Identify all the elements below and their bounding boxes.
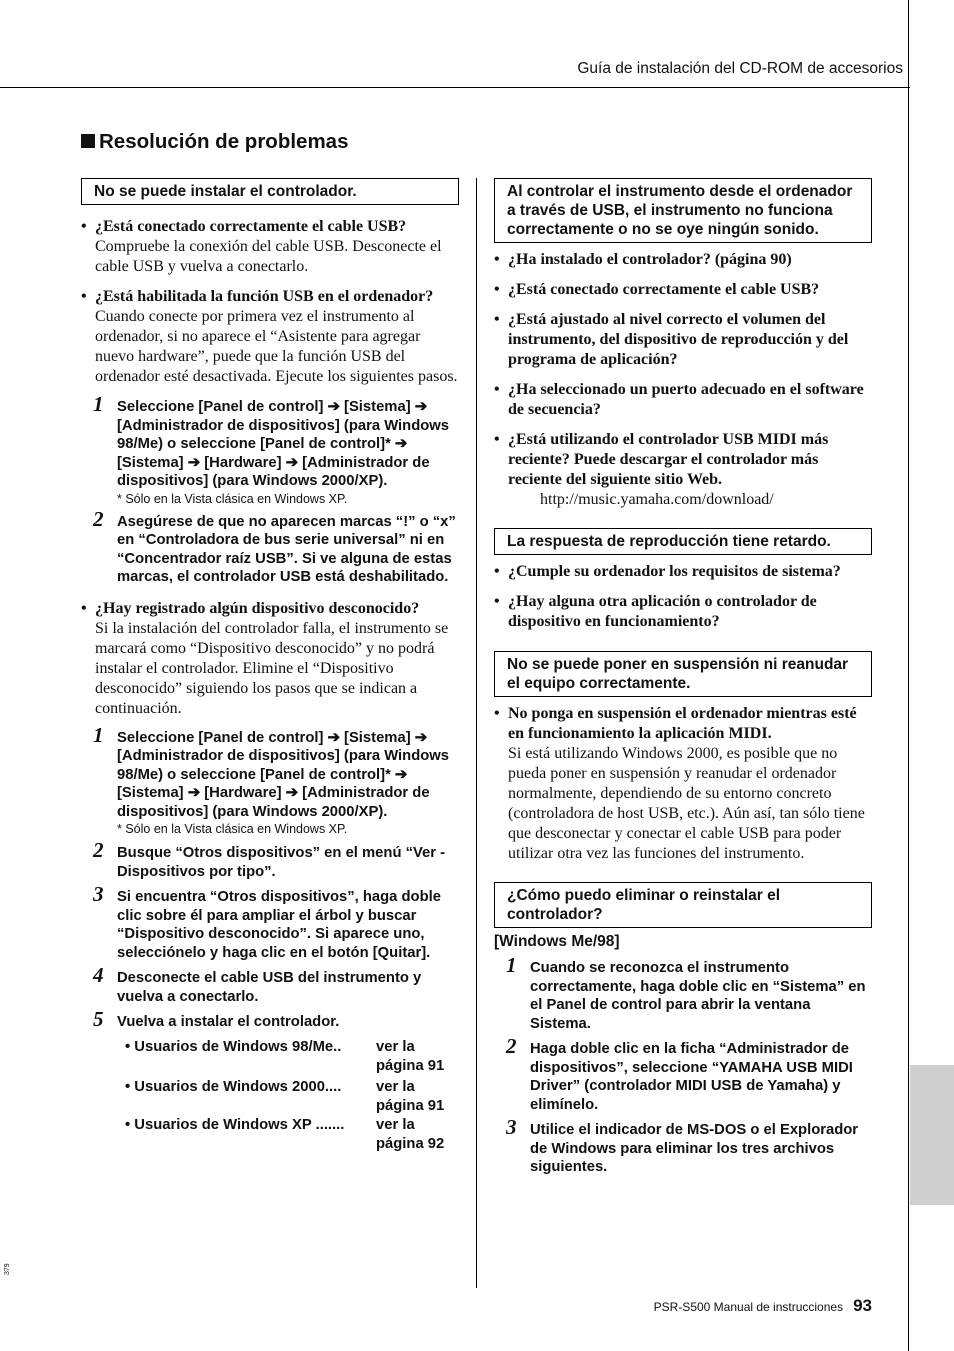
step-1 (81, 392, 459, 491)
step-2 (81, 506, 459, 587)
list-item (125, 1116, 459, 1154)
answer-text: Compruebe la conexión del cable USB. Desconecte el cable USB y vuelva a conectarlo. (95, 238, 442, 275)
problem-box-reinstall: ¿Cómo puedo eliminar o reinstalar el controlador? (494, 882, 872, 928)
step-2 (494, 1034, 872, 1114)
question-latest-driver (494, 430, 872, 490)
question-text: • No ponga en suspensión el ordenador mientras esté en funcionamiento la aplicación MIDI. (508, 705, 857, 742)
question-text: • ¿Está habilitada la función USB en el ordenador? (95, 288, 434, 305)
question-system-requirements (494, 562, 872, 582)
step-text: Haga doble clic en la ficha “Administrador de dispositivos”, seleccione “YAMAHA USB MIDI Driver” (controlador MIDI USB de Yamaha) y elimínelo. (530, 1041, 853, 1113)
download-url: http://music.yamaha.com/download/ (540, 491, 774, 508)
question-text: • ¿Cumple su ordenador los requisitos de sistema? (508, 563, 841, 580)
list-item (125, 1038, 459, 1076)
section-title (81, 130, 348, 154)
problem-box-latency: La respuesta de reproducción tiene retardo. (494, 528, 872, 555)
step-number: 2 (93, 506, 104, 531)
column-divider (476, 178, 477, 1288)
step-number: 5 (93, 1007, 104, 1031)
list-item-label: • Usuarios de Windows XP ....... (125, 1116, 345, 1133)
page-number: 93 (853, 1296, 872, 1315)
question-usb-cable (494, 280, 872, 300)
problem-box-suspend: No se puede poner en suspensión ni reanudar el equipo correctamente. (494, 651, 872, 697)
header-rule (0, 87, 910, 88)
answer-text: Si la instalación del controlador falla, el instrumento se marcará como “Dispositivo desconocido” y no podrá instalar el controlador. Elimine el “Dispositivo desconocido” siguiendo los pasos que se indican a continuación. (95, 619, 449, 717)
step-5 (81, 1007, 459, 1032)
question-text: • ¿Ha instalado el controlador? (página 90) (508, 251, 792, 268)
list-item (125, 1078, 459, 1116)
question-text: • ¿Hay registrado algún dispositivo desconocido? (95, 599, 420, 617)
question-text: • ¿Ha seleccionado un puerto adecuado en el software de secuencia? (508, 381, 864, 418)
chapter-tab (910, 1065, 954, 1205)
step-1 (494, 953, 872, 1033)
question-driver-installed (494, 250, 872, 270)
step-4 (81, 963, 459, 1006)
problem-box-no-sound: Al controlar el instrumento desde el ordenador a través de USB, el instrumento no funciona correctamente o no se oye ningún sonido. (494, 178, 872, 243)
question-text: • ¿Está utilizando el controlador USB MIDI más reciente? Puede descargar el controlador más reciente del siguiente sitio Web. (508, 431, 829, 488)
step-text: Asegúrese de que no aparecen marcas “!” o “x” en “Controladora de bus serie universal” ni en “Concentrador raíz USB”. Si ve alguna de estas marcas, el controlador USB está deshabilitado. (117, 513, 456, 585)
step-number: 1 (93, 392, 104, 416)
right-column (494, 178, 872, 1177)
list-item-ref: ver la página 92 (376, 1116, 445, 1152)
step-text: Vuelva a instalar el controlador. (117, 1014, 340, 1030)
square-bullet-icon (81, 134, 95, 148)
left-column (81, 178, 459, 1154)
step-number: 4 (93, 963, 104, 987)
step-number: 1 (93, 722, 104, 747)
list-item-label: • Usuarios de Windows 98/Me.. (125, 1038, 342, 1055)
question-other-apps (494, 592, 872, 632)
windows-me-98-label: [Windows Me/98] (494, 933, 620, 950)
question-volume (494, 310, 872, 370)
manual-title: PSR-S500 Manual de instrucciones (653, 1300, 844, 1314)
question-text: • ¿Está conectado correctamente el cable USB? (95, 218, 407, 235)
step-2 (81, 838, 459, 881)
question-text: • ¿Está ajustado al nivel correcto el volumen del instrumento, del dispositivo de reproducción y del programa de aplicación? (508, 311, 849, 368)
list-item-ref: ver la página 91 (376, 1038, 445, 1074)
question-suspend (494, 704, 872, 864)
step-number: 2 (93, 838, 104, 862)
step-number: 3 (506, 1115, 517, 1139)
step-number: 2 (506, 1034, 517, 1058)
step-text: Seleccione [Panel de control] ➔ [Sistema] ➔ [Administrador de dispositivos] (para Windows 98/Me) o seleccione [Panel de control]* ➔ [Sistema] ➔ [Hardware] ➔ [Administrador de dispositivos] (para Windows 2000/XP). (117, 729, 450, 820)
step-text: Si encuentra “Otros dispositivos”, haga doble clic sobre él para ampliar el árbol y buscar “Dispositivo desconocido”. Si aparece uno, selecciónelo y haga clic en el botón [Quitar]. (117, 889, 441, 961)
answer-text: Si está utilizando Windows 2000, es posible que no pueda poner en suspensión y reanudar el ordenador normalmente, dependiendo de su entorno concreto (controladora de host USB, etc.). Aún así, tan sólo tiene que desconectar y conectar el cable USB para poder utilizar otra vez las funciones del instrumento. (508, 745, 865, 862)
question-text: • ¿Hay alguna otra aplicación o controlador de dispositivo en funcionamiento? (508, 593, 817, 630)
step-number: 1 (506, 953, 517, 977)
question-unknown-device (81, 599, 459, 719)
windows-version-list (81, 1038, 459, 1154)
step-3 (494, 1115, 872, 1177)
page-footer (654, 1296, 872, 1316)
step-text: Busque “Otros dispositivos” en el menú “Ver - Dispositivos por tipo”. (117, 845, 446, 880)
print-id: 379 (4, 1263, 11, 1275)
running-header: Guía de instalación del CD-ROM de accesorios (577, 60, 903, 77)
step-text: Utilice el indicador de MS-DOS o el Explorador de Windows para eliminar los tres archivos siguientes. (530, 1122, 859, 1175)
section-title-text: Resolución de problemas (99, 130, 349, 153)
footnote: * Sólo en la Vista clásica en Windows XP. (117, 822, 348, 836)
page-edge-rule (908, 0, 909, 1351)
step-text: Cuando se reconozca el instrumento correctamente, haga doble clic en “Sistema” en el Panel de control para abrir la ventana Sistema. (530, 960, 866, 1032)
answer-text: Cuando conecte por primera vez el instrumento al ordenador, si no aparece el “Asistente para agregar nuevo hardware”, puede que la función USB del ordenador esté desactivada. Ejecute los siguientes pasos. (95, 308, 458, 385)
problem-box-install: No se puede instalar el controlador. (81, 178, 459, 205)
footnote: * Sólo en la Vista clásica en Windows XP. (117, 491, 348, 506)
question-usb-enabled (81, 287, 459, 387)
step-3 (81, 882, 459, 962)
list-item-ref: ver la página 91 (376, 1078, 445, 1114)
question-port (494, 380, 872, 420)
list-item-label: • Usuarios de Windows 2000.... (125, 1078, 342, 1095)
step-number: 3 (93, 882, 104, 906)
step-text: Seleccione [Panel de control] ➔ [Sistema] ➔ [Administrador de dispositivos] (para Windows 98/Me) o seleccione [Panel de control]* ➔ [Sistema] ➔ [Hardware] ➔ [Administrador de dispositivos] (para Windows 2000/XP). (117, 399, 450, 489)
step-text: Desconecte el cable USB del instrumento y vuelva a conectarlo. (117, 970, 422, 1005)
question-text: • ¿Está conectado correctamente el cable USB? (508, 281, 820, 298)
question-usb-cable (81, 217, 459, 277)
step-1 (81, 722, 459, 822)
